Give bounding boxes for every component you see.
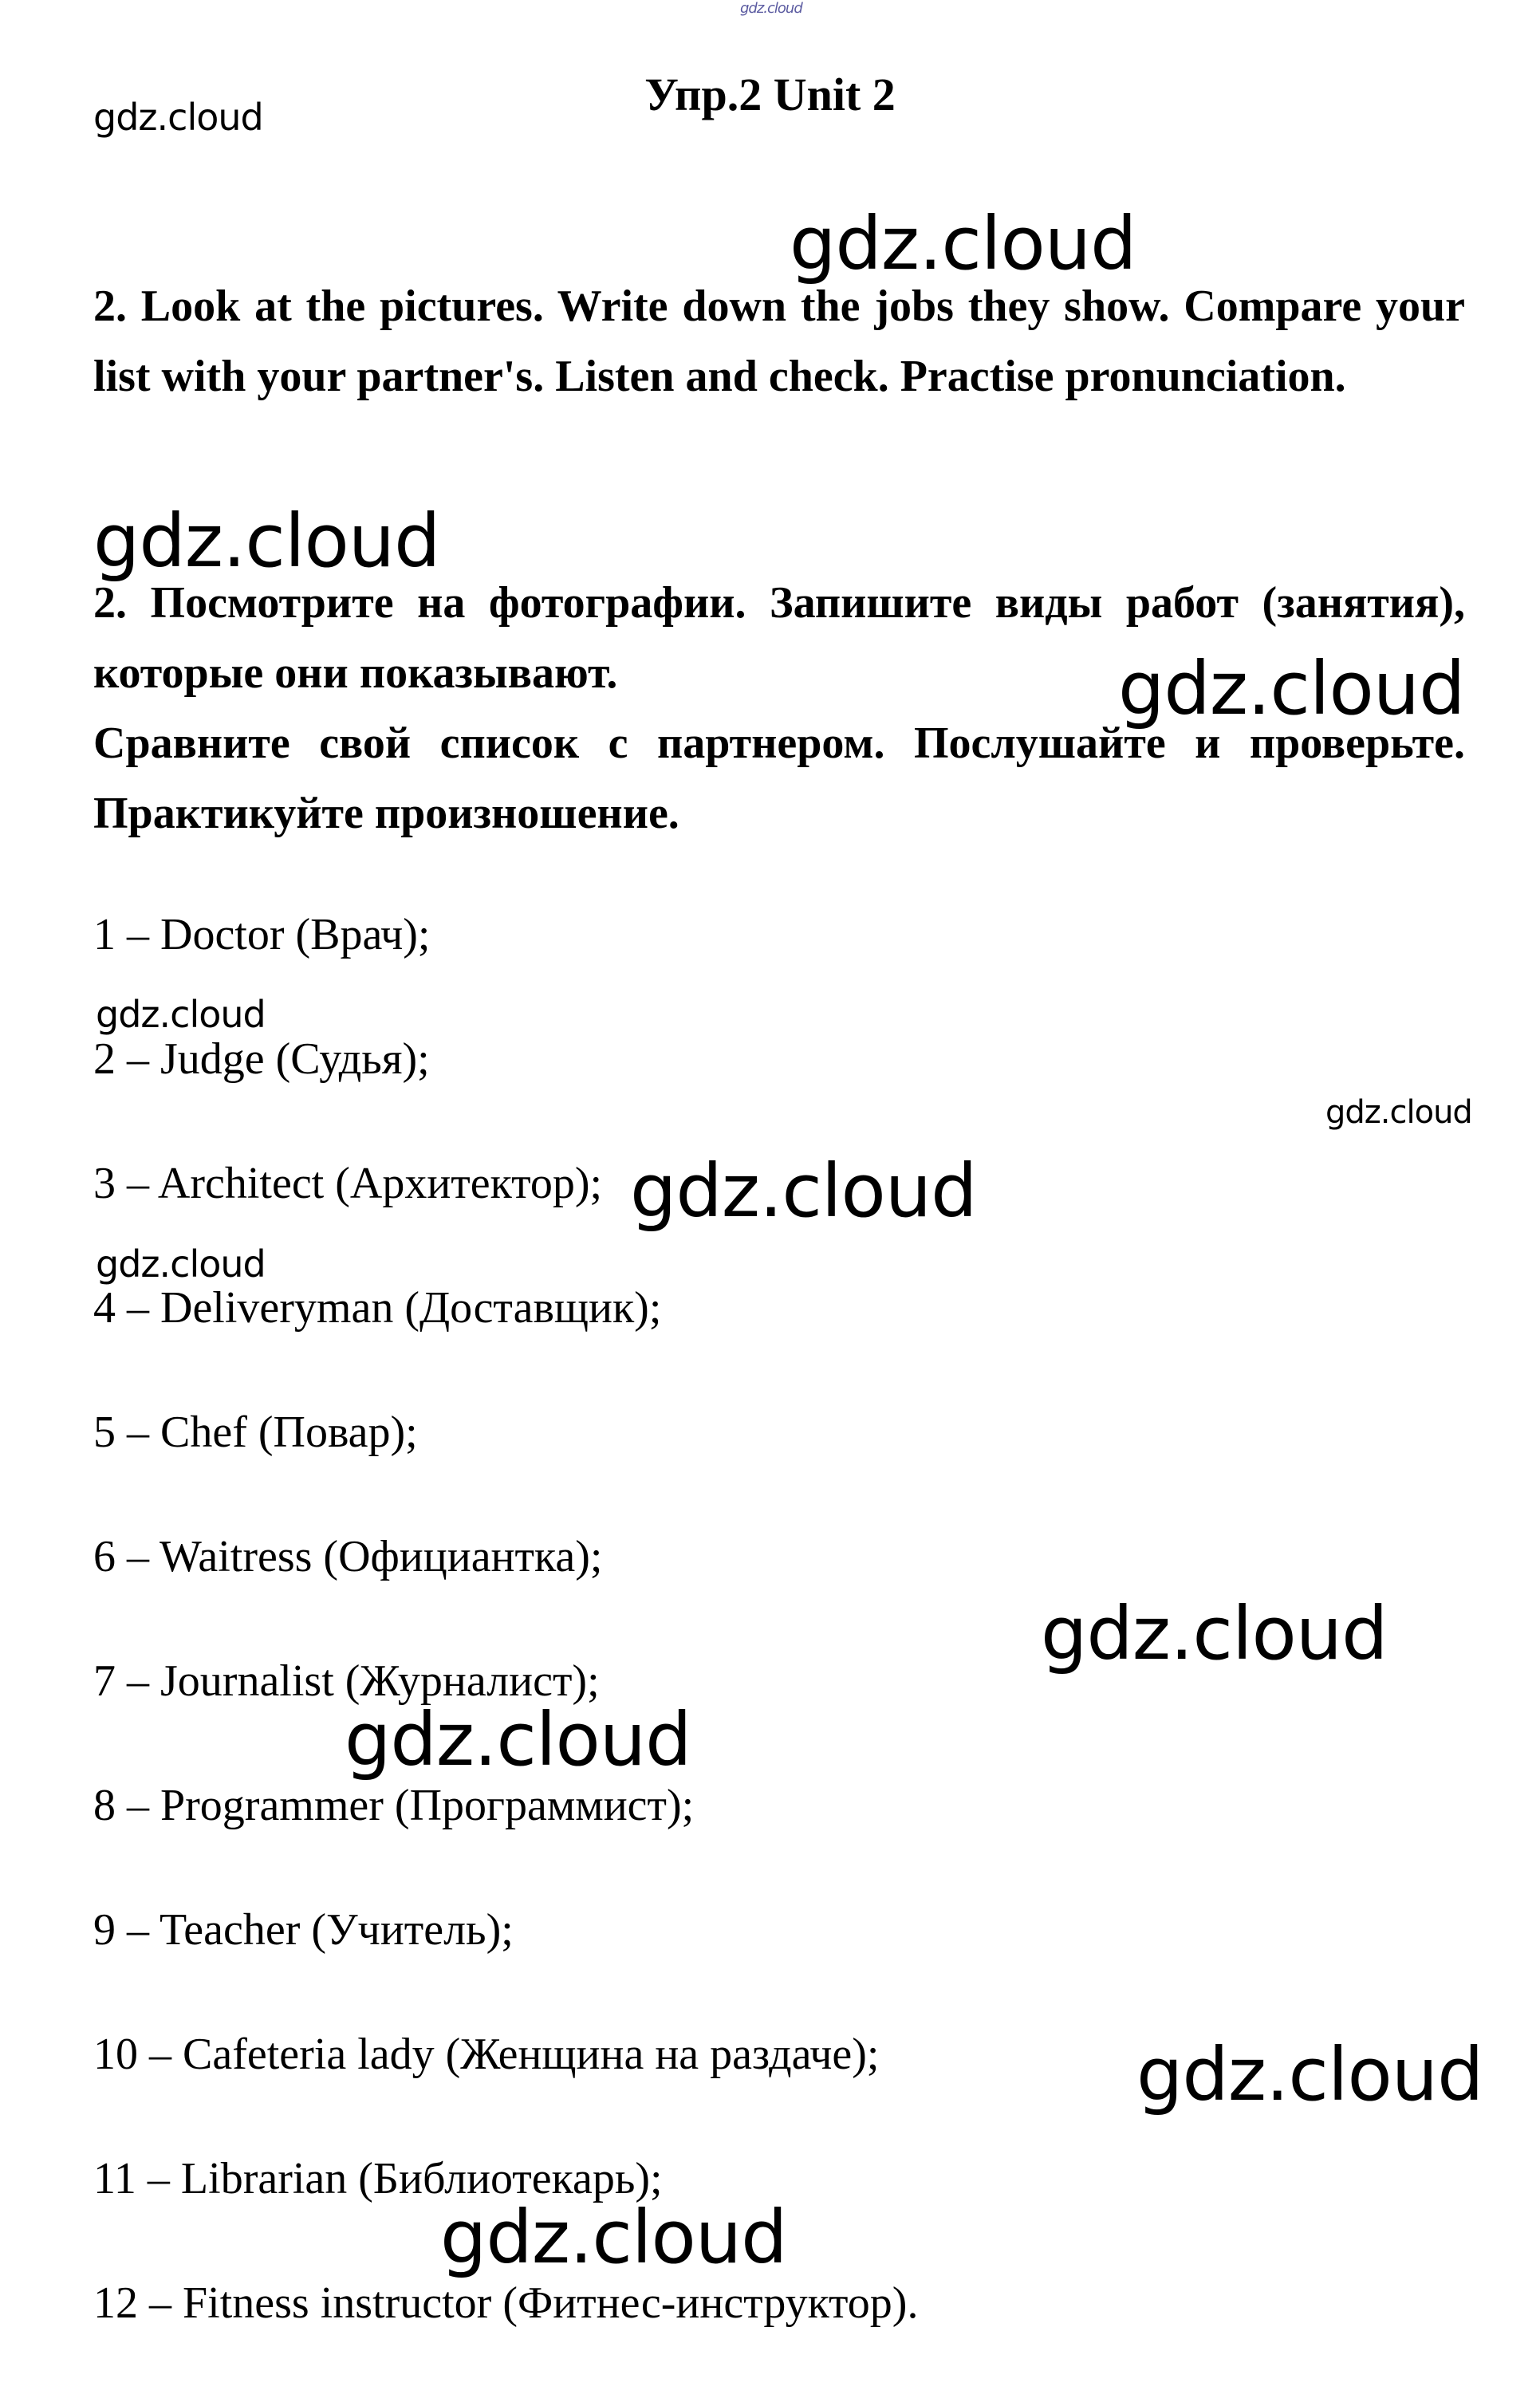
watermark: gdz.cloud (345, 1697, 691, 1782)
watermark: gdz.cloud (1118, 646, 1465, 731)
watermark: gdz.cloud (96, 1242, 266, 1286)
answer-item: 6 – Waitress (Официантка); (93, 1532, 603, 1581)
answer-item: 10 – Cafeteria lady (Женщина на раздаче); (93, 2030, 880, 2079)
watermark: gdz.cloud (790, 201, 1136, 286)
answer-item: 5 – Chef (Повар); (93, 1408, 418, 1457)
watermark: gdz.cloud (630, 1148, 977, 1234)
answer-item: 12 – Fitness instructor (Фитнес-инструктор). (93, 2278, 919, 2328)
page-title: Упр.2 Unit 2 (644, 69, 896, 120)
answer-item: 11 – Librarian (Библиотекарь); (93, 2154, 663, 2203)
answer-item: 3 – Architect (Архитектор); (93, 1159, 603, 1208)
answer-item: 1 – Doctor (Врач); (93, 910, 431, 959)
answer-item: 4 – Deliveryman (Доставщик); (93, 1283, 662, 1333)
task-russian-line: Сравните свой список с партнером. Послушайте и проверьте. Практикуйте произношение. (93, 719, 1465, 838)
watermark: gdz.cloud (440, 2195, 787, 2280)
watermark: gdz.cloud (1041, 1591, 1388, 1676)
watermark: gdz.cloud (93, 96, 263, 139)
task-english: 2. Look at the pictures. Write down the jobs they show. Compare your list with your partner's. Listen and check. Practise pronunciation. (93, 282, 1465, 401)
watermark: gdz.cloud (740, 0, 802, 17)
watermark: gdz.cloud (96, 993, 266, 1036)
answer-item: 7 – Journalist (Журналист); (93, 1656, 600, 1706)
watermark: gdz.cloud (1325, 1094, 1472, 1131)
answer-item: 8 – Programmer (Программист); (93, 1781, 695, 1830)
task-russian-line: 2. Посмотрите на фотографии. Запишите виды работ (занятия), которые они показывают. (93, 578, 1465, 698)
task-russian (93, 568, 1465, 849)
answer-item: 9 – Teacher (Учитель); (93, 1905, 514, 1955)
answer-item: 2 – Judge (Судья); (93, 1034, 430, 1084)
watermark: gdz.cloud (93, 498, 440, 584)
watermark: gdz.cloud (1136, 2032, 1483, 2117)
